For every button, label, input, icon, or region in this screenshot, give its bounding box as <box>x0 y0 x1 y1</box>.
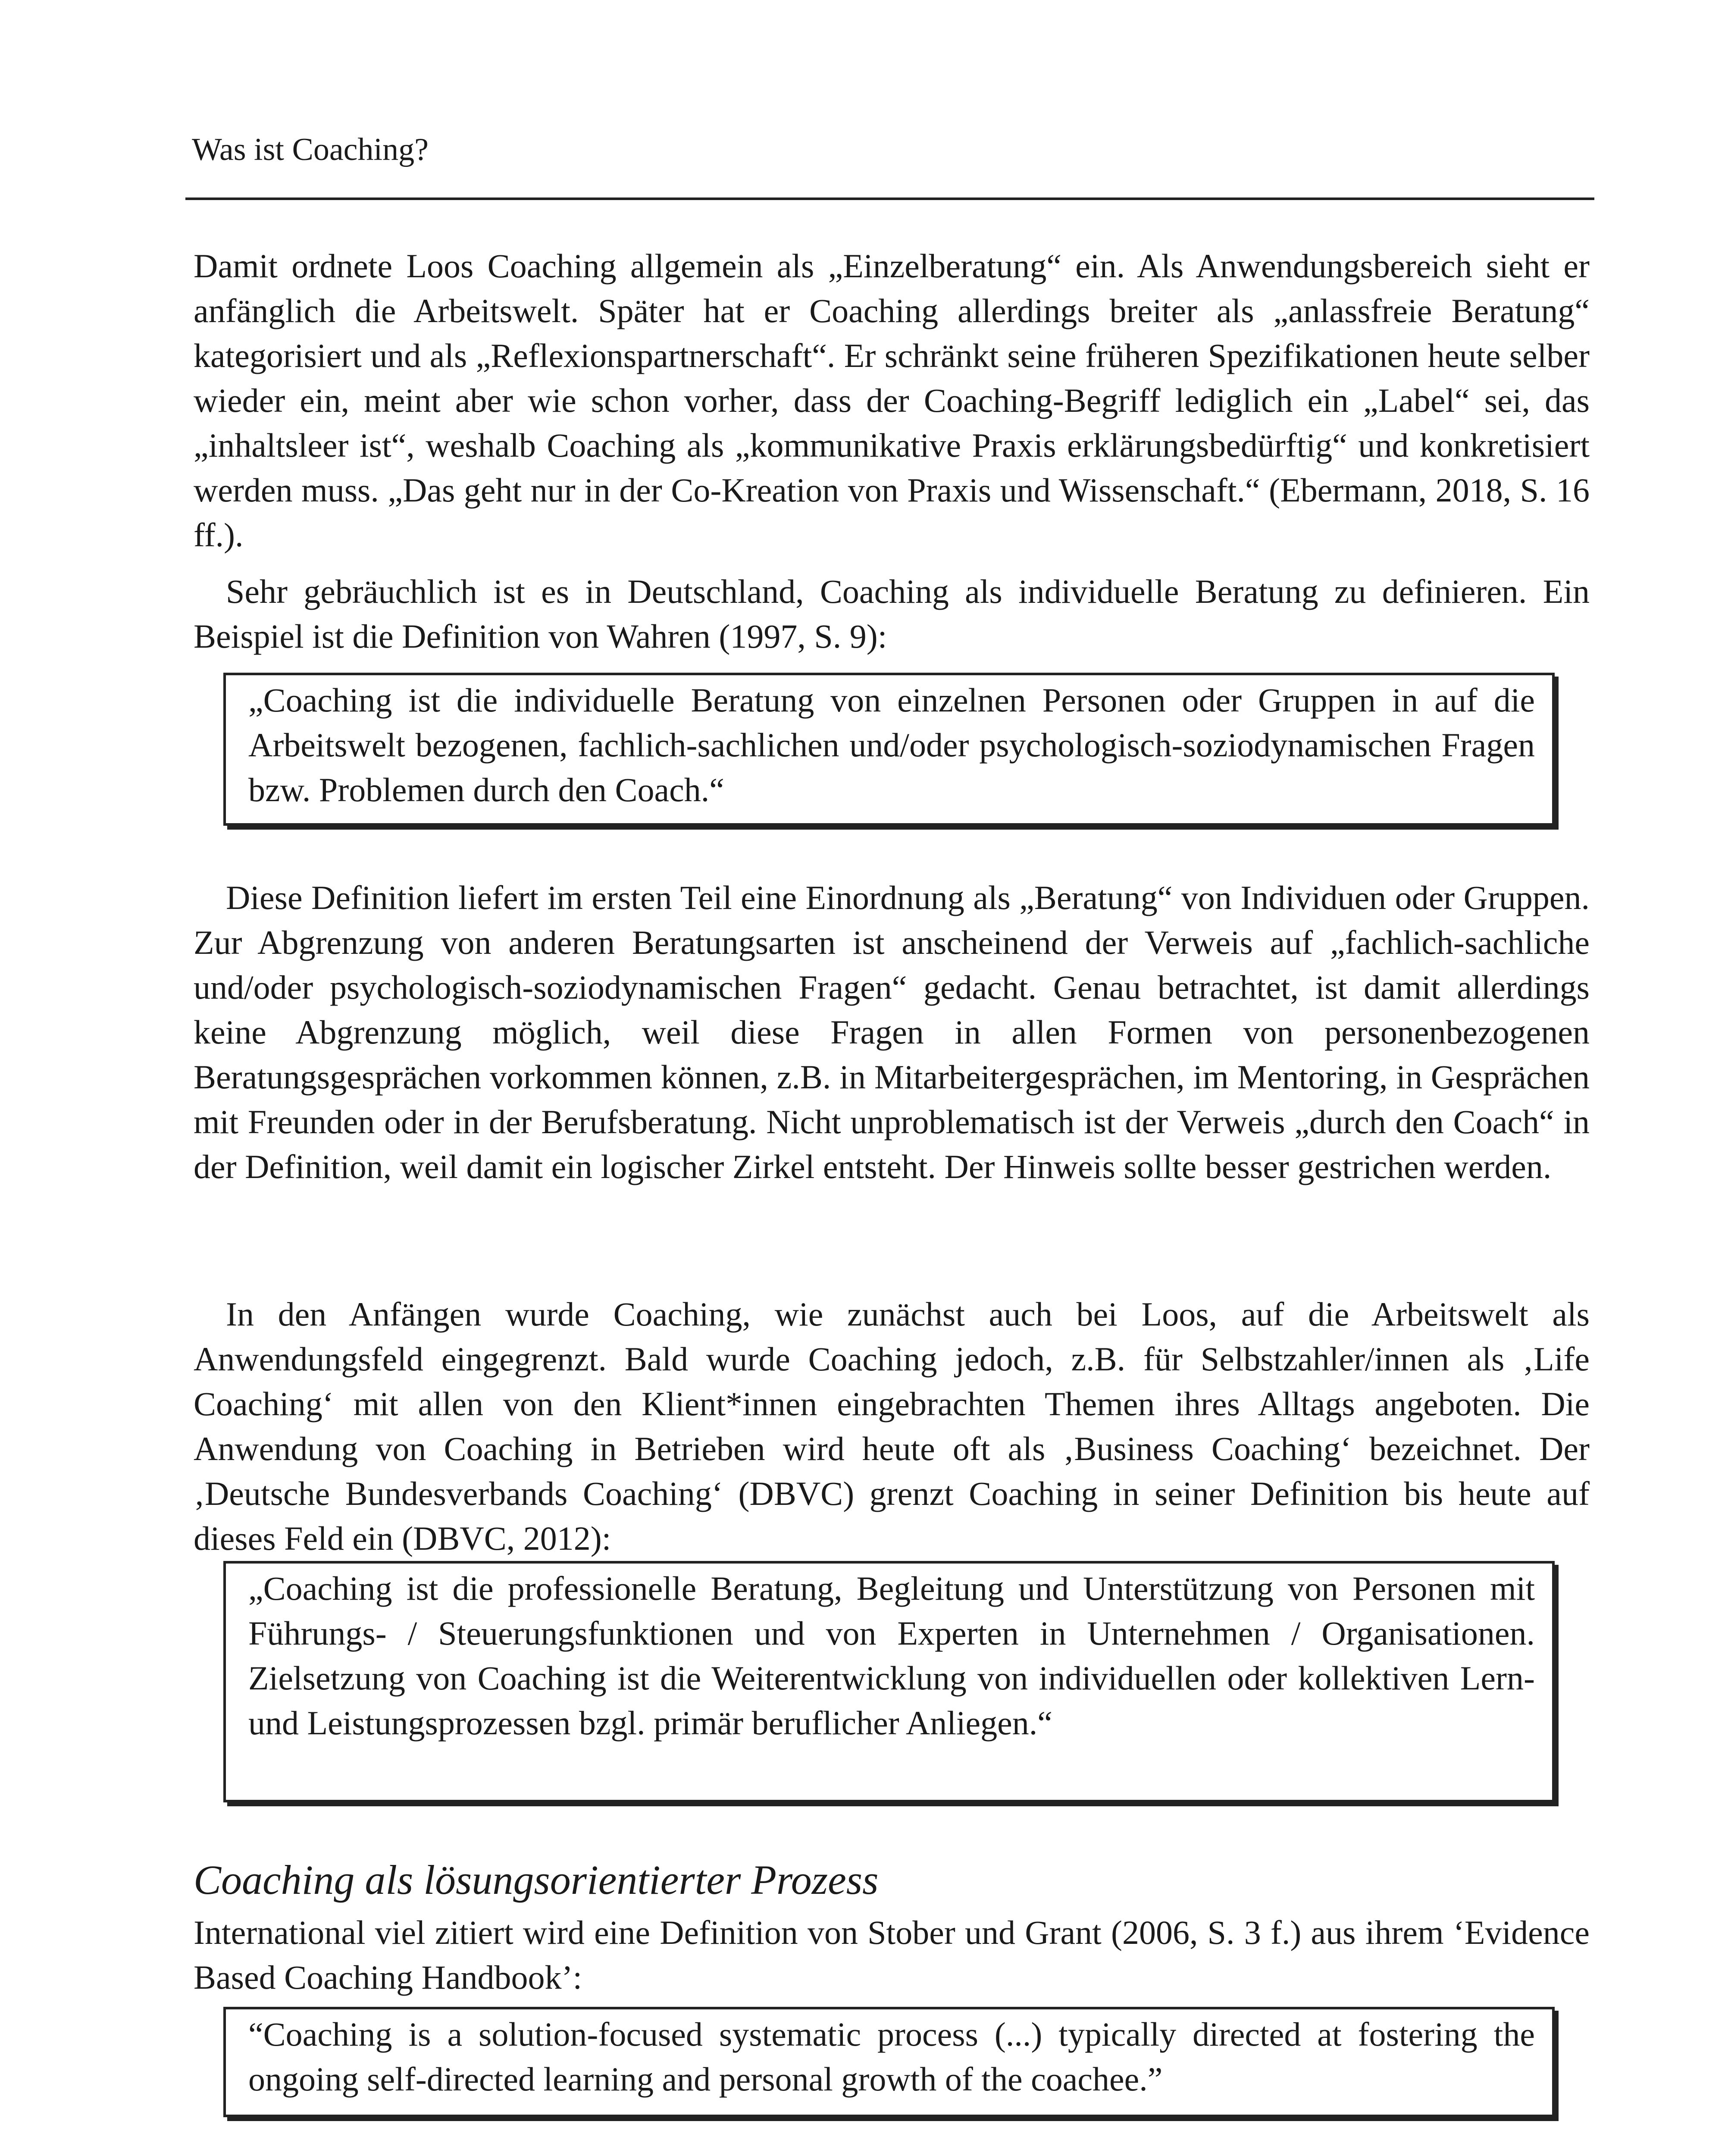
paragraph-wahren-intro: Sehr gebräuchlich ist es in Deutschland, Coaching als individuelle Beratung zu definieren. Ein Beispiel ist die Definition von Wahren (1997, S. 9): <box>194 573 1590 655</box>
paragraph-stober-grant: International viel zitiert wird eine Definition von Stober und Grant (2006, S. 3 f.) aus ihrem ‘Evidence Based Coaching Handbook’: <box>194 1914 1590 1996</box>
paragraph-anfaenge: In den Anfängen wurde Coaching, wie zunächst auch bei Loos, auf die Arbeitswelt als Anwendungsfeld eingegrenzt. Bald wurde Coaching jedoch, z.B. für Selbstzahler/innen als ‚Life Coaching‘ mit allen von den Klient*innen eingebrachten Themen ihres Alltags angeboten. Die Anwendung von Coaching in Betrieben wird heute oft als ‚Business Coaching‘ bezeichnet. Der ‚Deutsche Bundesverbands Coaching‘ (DBVC) grenzt Coaching in seiner Definition bis heute auf dieses Feld ein (DBVC, 2012): <box>194 1295 1590 1557</box>
section-heading: Coaching als lösungsorientierter Prozess <box>194 1857 879 1903</box>
running-header: Was ist Coaching? <box>192 132 429 167</box>
header-rule <box>185 197 1594 200</box>
quote-dbvc: „Coaching ist die professionelle Beratung, Begleitung und Unterstützung von Personen mit Führungs- / Steuerungsfunktionen und von Experten in Unternehmen / Organisationen. Zielsetzung von Coaching ist die Weiterentwicklung von individuellen oder kollektiven Lern- und Leistungsprozessen bzgl. primär beruflicher Anliegen.“ <box>248 1570 1535 1742</box>
quote-box-wahren <box>223 673 1555 826</box>
paragraph-loos: Damit ordnete Loos Coaching allgemein als „Einzelberatung“ ein. Als Anwendungsbereich sieht er anfänglich die Arbeitswelt. Später hat er Coaching allerdings breiter als „anlassfreie Beratung“ kategorisiert und als „Reflexionspartnerschaft“. Er schränkt seine früheren Spezifikationen heute selber wieder ein, meint aber wie schon vorher, dass der Coaching-Begriff lediglich ein „Label“ sei, das „inhaltsleer ist“, weshalb Coaching als „kommunikative Praxis erklärungsbedürftig“ und konkretisiert werden muss. „Das geht nur in der Co-Kreation von Praxis und Wissenschaft.“ (Ebermann, 2018, S. 16 ff.). <box>194 247 1590 554</box>
quote-wahren: „Coaching ist die individuelle Beratung von einzelnen Personen oder Gruppen in auf die Arbeitswelt bezogenen, fachlich-sachlichen und/oder psychologisch-soziodynamischen Fragen bzw. Problemen durch den Coach.“ <box>248 681 1535 808</box>
paragraph-definition-analysis: Diese Definition liefert im ersten Teil eine Einordnung als „Beratung“ von Individuen oder Gruppen. Zur Abgrenzung von anderen Beratungsarten ist anscheinend der Verweis auf „fachlich-sachliche und/oder psychologisch-soziodynamischen Fragen“ gedacht. Genau betrachtet, ist damit allerdings keine Abgrenzung möglich, weil diese Fragen in allen Formen von personenbezogenen Beratungsgesprächen vorkommen können, z.B. in Mitarbeitergesprächen, im Mentoring, in Gesprächen mit Freunden oder in der Berufsberatung. Nicht unproblematisch ist der Verweis „durch den Coach“ in der Definition, weil damit ein logischer Zirkel entsteht. Der Hinweis sollte besser gestrichen werden. <box>194 879 1590 1185</box>
quote-box-dbvc <box>223 1561 1555 1802</box>
quote-box-stober-grant <box>223 2007 1555 2117</box>
quote-stober-grant: “Coaching is a solution-focused systematic process (...) typically directed at fostering the ongoing self-directed learning and personal growth of the coachee.” <box>248 2015 1535 2098</box>
